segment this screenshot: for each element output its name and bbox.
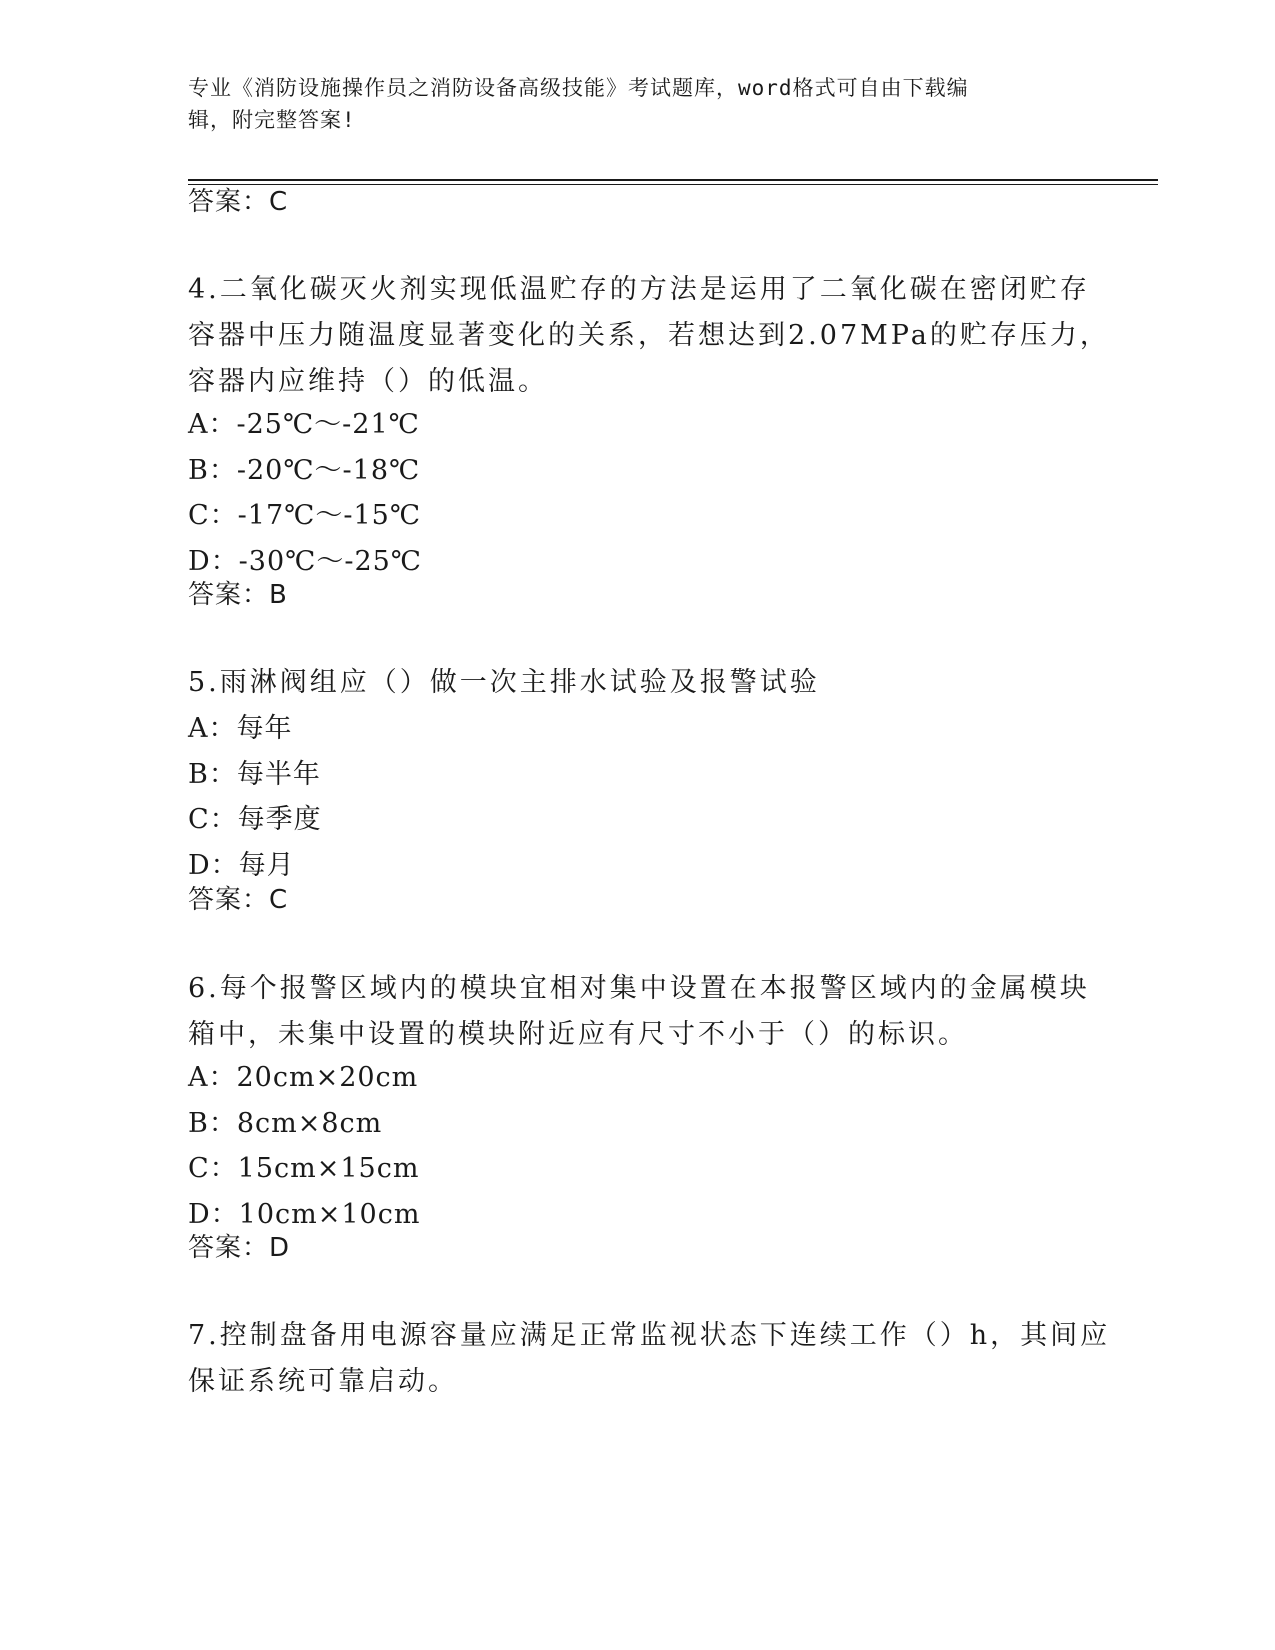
option-b: B：每半年 bbox=[188, 758, 321, 790]
option-b: B：-20℃～-18℃ bbox=[188, 454, 421, 486]
answer-line: 答案：C bbox=[188, 187, 289, 217]
option-d: D：每月 bbox=[188, 849, 295, 881]
question-4-options bbox=[188, 402, 1088, 584]
option-b: B：8cm×8cm bbox=[188, 1107, 383, 1139]
option-c: C：15cm×15cm bbox=[188, 1153, 420, 1184]
question-5-options bbox=[188, 706, 1088, 888]
option-c: C：每季度 bbox=[188, 804, 322, 835]
header-divider bbox=[188, 179, 1158, 181]
option-a: A：20cm×20cm bbox=[188, 1062, 419, 1093]
question-6-options bbox=[188, 1055, 1088, 1237]
question-5 bbox=[188, 660, 1088, 706]
question-4 bbox=[188, 267, 1110, 405]
question-text-line: 4.二氧化碳灭火剂实现低温贮存的方法是运用了二氧化碳在密闭贮存 bbox=[188, 274, 1090, 305]
question-text-line: 容器中压力随温度显著变化的关系，若想达到2.07MPa的贮存压力， bbox=[188, 320, 1110, 351]
page-header bbox=[188, 72, 1088, 136]
question-text-line: 容器内应维持（）的低温。 bbox=[188, 366, 548, 397]
question-text-line: 保证系统可靠启动。 bbox=[188, 1366, 458, 1397]
answer-line: 答案：B bbox=[188, 580, 288, 610]
option-a: A：-25℃～-21℃ bbox=[188, 409, 420, 440]
header-line: 专业《消防设施操作员之消防设备高级技能》考试题库，word格式可自由下载编 bbox=[188, 76, 969, 100]
option-c: C：-17℃～-15℃ bbox=[188, 500, 422, 531]
question-6 bbox=[188, 966, 1088, 1058]
option-d: D：-30℃～-25℃ bbox=[188, 545, 423, 577]
header-line: 辑，附完整答案! bbox=[188, 108, 356, 132]
question-text-line: 箱中，未集中设置的模块附近应有尺寸不小于（）的标识。 bbox=[188, 1019, 968, 1050]
option-a: A：每年 bbox=[188, 713, 293, 744]
answer-line: 答案：C bbox=[188, 885, 289, 915]
option-d: D：10cm×10cm bbox=[188, 1198, 421, 1230]
answer-line: 答案：D bbox=[188, 1233, 291, 1263]
question-text-line: 6.每个报警区域内的模块宜相对集中设置在本报警区域内的金属模块 bbox=[188, 973, 1090, 1004]
question-text-line: 7.控制盘备用电源容量应满足正常监视状态下连续工作（）h，其间应 bbox=[188, 1320, 1111, 1351]
question-text-line: 5.雨淋阀组应（）做一次主排水试验及报警试验 bbox=[188, 667, 820, 698]
question-7 bbox=[188, 1313, 1111, 1405]
